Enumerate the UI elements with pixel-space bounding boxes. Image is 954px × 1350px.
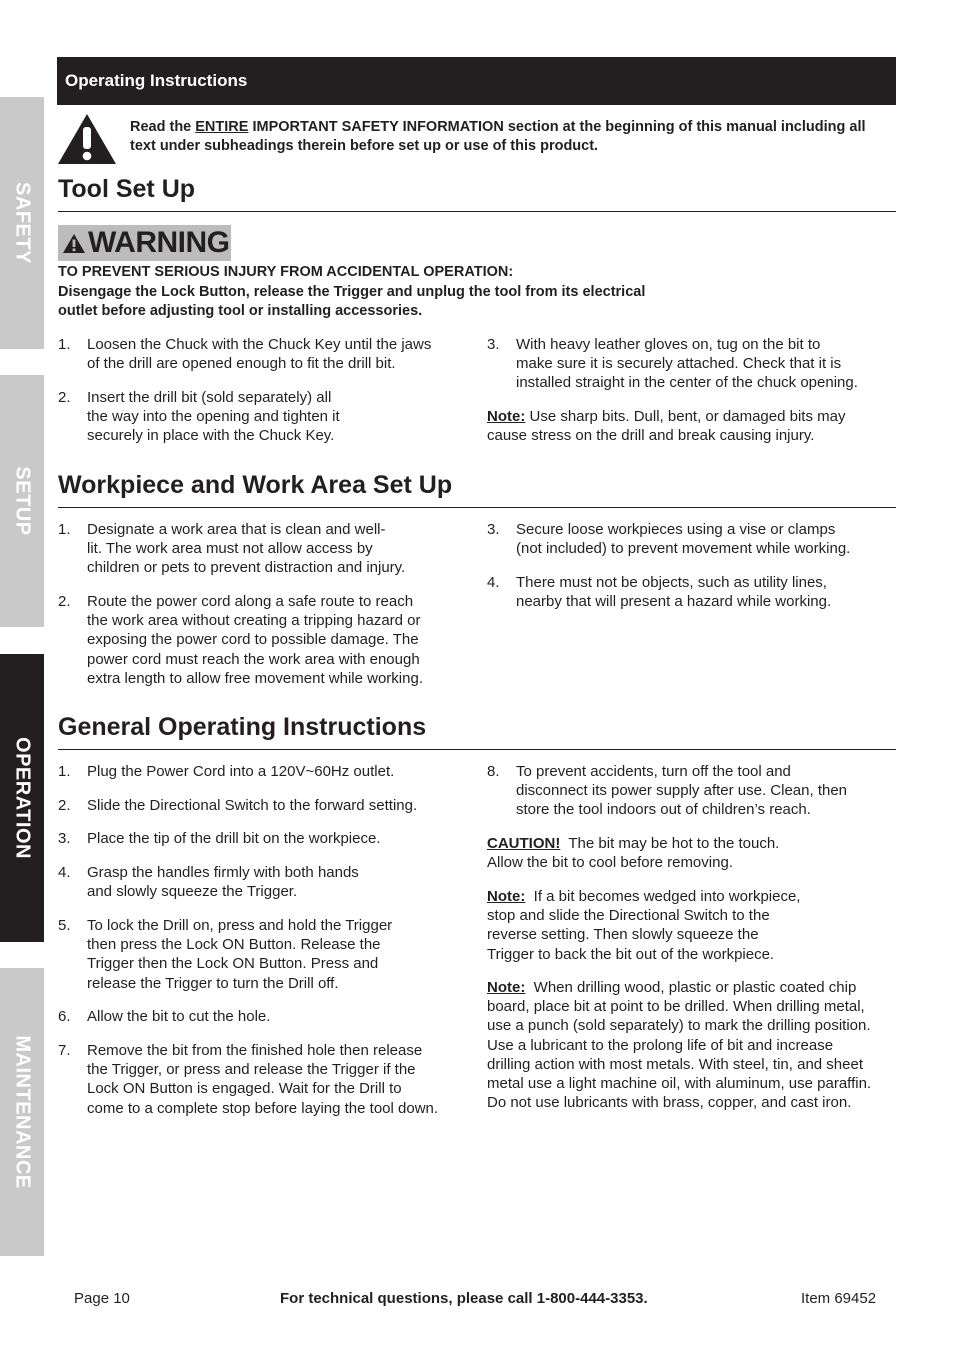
section-header-title: Operating Instructions: [65, 71, 248, 90]
divider: [58, 507, 896, 508]
caution-hot-bit: CAUTION! The bit may be hot to the touch. Allow the bit to cool before removing.: [487, 835, 780, 872]
warning-label: WARNING: [88, 226, 230, 259]
section-header-bar: [57, 57, 896, 105]
warning-triangle-icon: [57, 113, 117, 165]
side-tab-label: OPERATION: [11, 737, 34, 859]
divider: [58, 749, 896, 750]
side-tab-safety: [0, 97, 44, 349]
divider: [58, 211, 896, 212]
item-number: Item 69452: [801, 1290, 877, 1307]
note-wedged-bit: Note: If a bit becomes wedged into workpiece, stop and slide the Directional Switch to the reverse setting. Then slowly squeeze the Trigger to back the bit out of the workpiece.: [487, 888, 801, 963]
side-tab-label: MAINTENANCE: [11, 1035, 34, 1189]
alert-emphasis: ENTIRE: [195, 119, 249, 135]
safety-alert-text: Read the ENTIRE IMPORTANT SAFETY INFORMATION section at the beginning of this manual including all text under subheadings therein before set up or use of this product.: [130, 119, 866, 154]
side-tab-operation: [0, 654, 44, 942]
warning-badge: [58, 225, 231, 261]
side-tab-label: SETUP: [11, 466, 34, 536]
side-tab-label: SAFETY: [11, 182, 34, 264]
warning-message: TO PREVENT SERIOUS INJURY FROM ACCIDENTAL OPERATION: Disengage the Lock Button, release the Trigger and unplug the tool from its electrical outlet before adjusting tool or installing accessories.: [58, 264, 646, 319]
note-lubricants: Note: When drilling wood, plastic or plastic coated chip board, place bit at point to be drilled. When drilling metal, use a punch (sold separately) to mark the drilling position. Use a lubricant to the prolong life of bit and increase drilling action with most metals. With steel, tin, and sheet metal use a light machine oil, with aluminum, use paraffin. Do not use lubricants with brass, copper, and cast iron.: [487, 979, 872, 1112]
support-phone: For technical questions, please call 1-800-444-3353.: [280, 1290, 648, 1307]
heading-tool-setup: Tool Set Up: [58, 175, 196, 203]
side-tab-setup: [0, 375, 44, 627]
note-sharp-bits: Note: Use sharp bits. Dull, bent, or damaged bits may cause stress on the drill and break causing injury.: [487, 408, 846, 445]
side-tab-maintenance: [0, 968, 44, 1256]
page-number: Page 10: [74, 1290, 130, 1307]
heading-workpiece-setup: Workpiece and Work Area Set Up: [58, 471, 453, 499]
heading-general-operating: General Operating Instructions: [58, 713, 427, 741]
warning-triangle-icon: [62, 233, 86, 254]
